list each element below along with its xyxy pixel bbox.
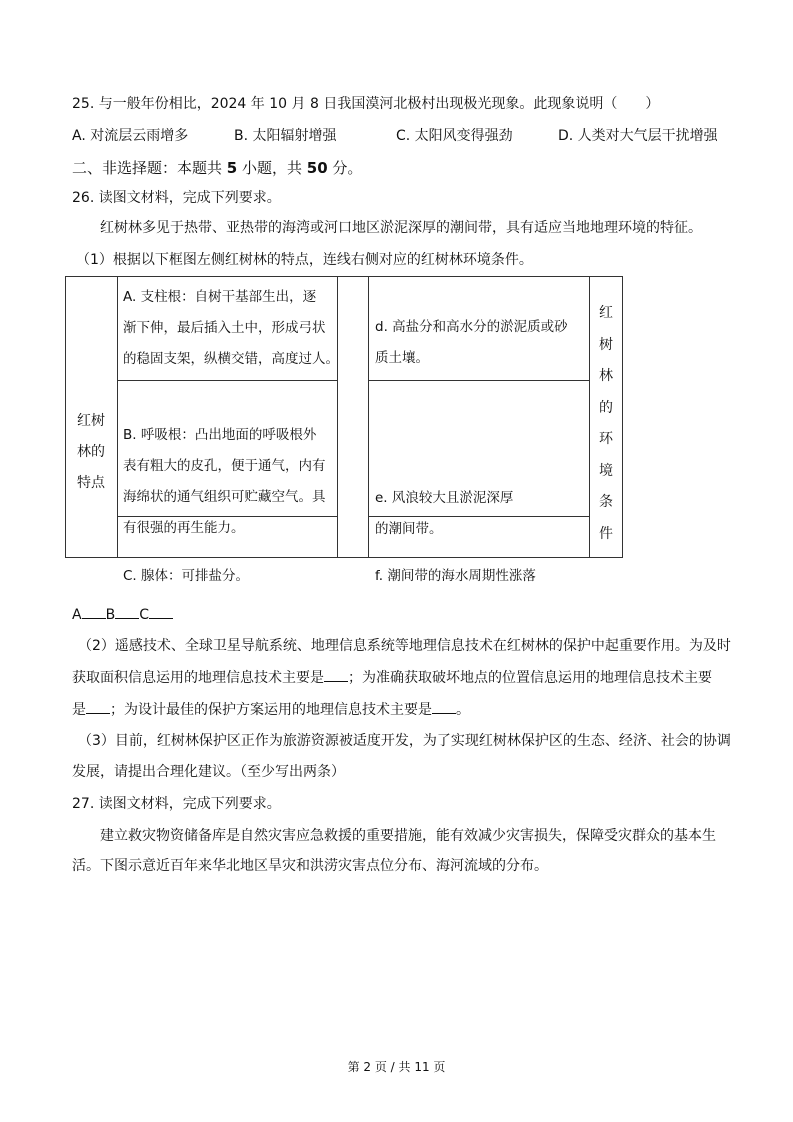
question-26-sub2-line2: [72, 667, 712, 688]
question-26-sub2-line3: [72, 699, 470, 720]
question-26-sub3-line2: 发展，请提出合理化建议。（至少写出两条）: [72, 764, 345, 780]
question-26-sub1: （1）根据以下框图左侧红树林的特点，连线右侧对应的红树林环境条件。: [76, 252, 533, 268]
item-b-breathing-roots: [123, 420, 326, 544]
left-header-line: 特点: [77, 475, 105, 491]
section-heading-middle: 小题，共: [237, 159, 307, 177]
item-c-salt-glands: C. 腺体：可排盐分。: [123, 568, 250, 584]
left-header-line: 林的: [77, 444, 105, 460]
right-header-char: 林: [599, 368, 613, 384]
condition-e-line: e. 风浪较大且淤泥深厚: [375, 490, 514, 506]
answer-blank-rs[interactable]: [324, 667, 348, 682]
condition-d-soil: [375, 312, 568, 374]
left-header: [65, 406, 117, 499]
answer-label-b: B: [105, 607, 116, 623]
condition-d-line: 质土壤。: [375, 350, 429, 366]
sub2-text: 。: [456, 702, 470, 718]
section-heading: [72, 158, 362, 178]
sub2-text: 获取面积信息运用的地理信息技术主要是: [72, 670, 324, 686]
question-26-passage: 红树林多见于热带、亚热带的海湾或河口地区淤泥深厚的潮间带，具有适应当地地理环境的特征。: [100, 220, 702, 236]
item-a-line: 渐下伸，最后插入土中，形成弓状: [123, 320, 326, 336]
question-25-options: [72, 126, 732, 146]
answer-blank-gnss[interactable]: [86, 699, 110, 714]
question-27-stem: 27. 读图文材料，完成下列要求。: [72, 796, 281, 812]
section-heading-prefix: 二、非选择题：本题共: [72, 159, 227, 177]
item-b-line: 表有粗大的皮孔，便于通气，内有: [123, 458, 326, 474]
answer-blank-a[interactable]: [82, 604, 106, 619]
item-a-line: 的稳固支架，纵横交错，高度过人。: [123, 351, 339, 367]
answer-label-c: C: [139, 607, 149, 623]
mangrove-matching-diagram: [65, 276, 623, 584]
condition-f-tides: f. 潮间带的海水周期性涨落: [375, 568, 536, 584]
answer-line: [72, 604, 173, 625]
question-27-passage-line2: 活。下图示意近百年来华北地区旱灾和洪涝灾害点位分布、海河流域的分布。: [72, 858, 548, 874]
right-header-char: 境: [599, 462, 613, 479]
option-d: D. 人类对大气层干扰增强: [558, 128, 718, 144]
question-26-sub2-line1: （2）遥感技术、全球卫星导航系统、地理信息系统等地理信息技术在红树林的保护中起重要作用。为及时: [78, 638, 731, 654]
sub2-text: ；为准确获取破坏地点的位置信息运用的地理信息技术主要: [348, 670, 712, 686]
question-27-passage-line1: 建立救灾物资储备库是自然灾害应急救援的重要措施，能有效减少灾害损失，保障受灾群众的基本生: [100, 828, 716, 844]
condition-e-line: 的潮间带。: [375, 521, 443, 537]
section-heading-suffix: 分。: [327, 159, 363, 177]
condition-e-waves: [375, 483, 513, 545]
item-a-line: A. 支柱根：自树干基部生出，逐: [123, 289, 317, 305]
item-b-line: 海绵状的通气组织可贮藏空气。具: [123, 489, 326, 505]
section-score: 50: [306, 159, 328, 177]
option-a: A. 对流层云雨增多: [72, 128, 189, 144]
right-header-char: 件: [599, 525, 613, 542]
right-header: [590, 298, 622, 550]
right-header-char: 树: [599, 336, 613, 353]
answer-label-a: A: [72, 607, 82, 623]
condition-d-line: d. 高盐分和高水分的淤泥质或砂: [375, 319, 568, 335]
section-question-count: 5: [226, 159, 238, 177]
right-header-char: 红: [599, 305, 613, 321]
page-footer: 第 2 页 / 共 11 页: [347, 1060, 446, 1074]
question-26-sub3-line1: （3）目前，红树林保护区正作为旅游资源被适度开发，为了实现红树林保护区的生态、经济、社会的协调: [78, 733, 731, 749]
question-25-stem: 25. 与一般年份相比，2024 年 10 月 8 日我国漠河北极村出现极光现象。此现象说明（ ）: [72, 96, 660, 112]
option-b: B. 太阳辐射增强: [234, 128, 337, 144]
option-c: C. 太阳风变得强劲: [396, 128, 513, 144]
question-26-stem: 26. 读图文材料，完成下列要求。: [72, 190, 281, 206]
right-header-char: 条: [599, 494, 613, 510]
item-b-line: B. 呼吸根：凸出地面的呼吸根外: [123, 427, 317, 443]
answer-blank-gis[interactable]: [432, 699, 456, 714]
sub2-text: ；为设计最佳的保护方案运用的地理信息技术主要是: [110, 702, 432, 718]
answer-blank-b[interactable]: [115, 604, 139, 619]
right-header-char: 环: [599, 431, 613, 447]
right-header-char: 的: [599, 399, 613, 416]
answer-blank-c[interactable]: [149, 604, 173, 619]
item-b-line: 有很强的再生能力。: [123, 520, 245, 536]
item-a-prop-roots: [123, 282, 339, 375]
sub2-text: 是: [72, 702, 86, 718]
left-header-line: 红树: [77, 413, 105, 429]
